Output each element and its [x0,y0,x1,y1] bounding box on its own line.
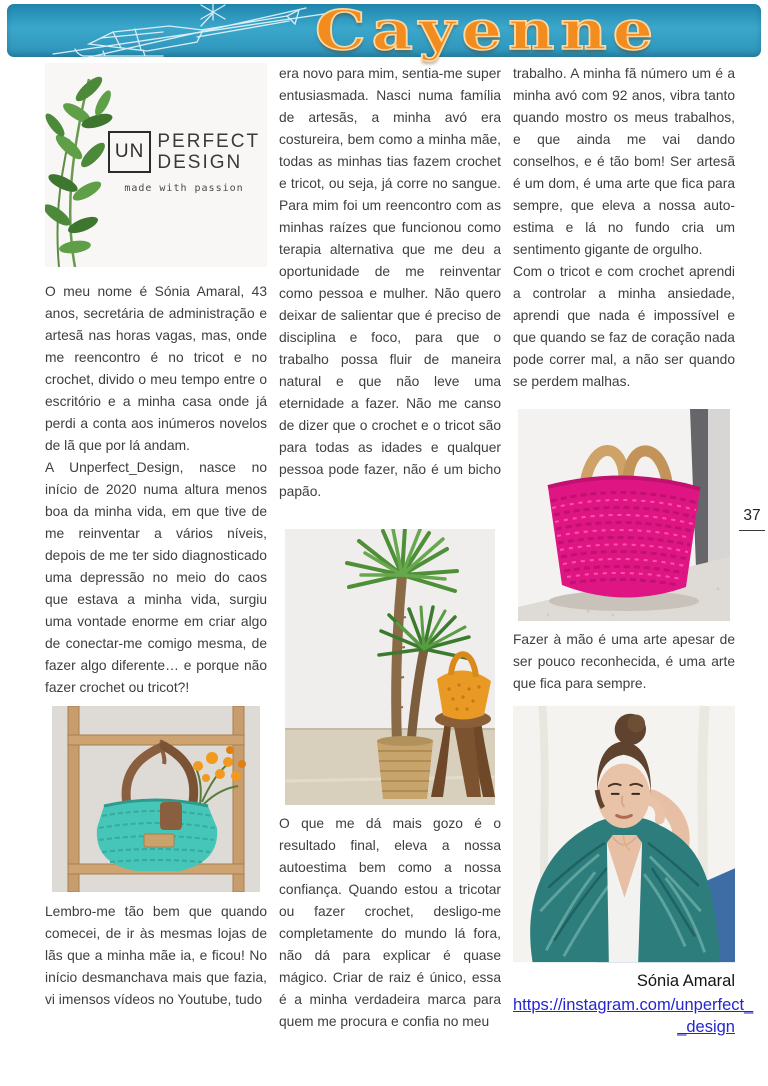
pink-bag-photo [513,409,735,621]
article-column-1 [45,63,267,1011]
paragraph-joy-result: O que me dá mais gozo é o resultado final, eleva a nossa autoestima bem como a nossa confiança. Quando estou a tricotar ou fazer crochet, desligo-me completamente do mundo lá fora, não dá para explicar é quase mágico. Criar de raiz é único, essa é a minha verdadeira marca para quem me procura e confia no meu [279,816,501,1029]
sonia-amaral-portrait-photo [513,703,735,965]
brand-logo-text [105,131,263,194]
paragraph-family-roots: era novo para mim, sentia-me super entusiasmada. Nasci numa família de artesãs, a minha avó era costureira, bem como a minha mãe, todas as minhas tias fazem crochet e tricot, ou seja, já corre no sangue. Para mim foi um reencontro com as minhas raízes que funcionou como terapia alternativa que me deu a oportunidade de me reinventar como pessoa e mulher. Não quero deixar de salientar que é preciso de disciplina e foco, para que o trabalho possa fluir de maneira natural e que não leve uma eternidade a fazer. Não me canso de dizer que o crochet e o tricot são para todas as idades e qualquer pessoa pode fazer, não é um bicho papão. [279,66,501,499]
instagram-link-line1[interactable]: https://instagram.com/unperfect_ [513,996,754,1014]
paragraph-handmade-art: Fazer à mão é uma arte apesar de ser pouco reconhecida, é uma arte que fica para sempre. [513,632,735,691]
plant-and-orange-bag-photo [279,529,501,805]
teal-bag-photo [45,706,267,892]
page-number: 37 [734,507,768,525]
instagram-link-line2[interactable]: _design [677,1018,735,1036]
magazine-title: Cayenne [314,0,660,62]
logo-tagline: made with passion [124,183,244,194]
article-column-2 [279,63,501,1033]
paragraph-grandmother-fan: trabalho. A minha fã número um é a minha avó com 92 anos, vibra tanto quando mostro os meus trabalhos, e que ainda me vai dando conselhos, e é tão bom! Ser artesã é um dom, é uma arte que fica para sempre, que eleva a nossa auto-estima e lá no fundo cria um sentimento gigante de orgulho. [513,66,735,257]
logo-word-perfect: PERFECT [157,131,261,152]
instagram-link[interactable] [513,994,754,1038]
logo-un-box: UN [108,131,151,173]
paragraph-anxiety: Com o tricot e com crochet aprendi a controlar a minha ansiedade, aprendi que nada é impossível e que quando se faz de coração nada pode correr mal, a não ser quando se perdem malhas. [513,264,735,389]
paragraph-intro: O meu nome é Sónia Amaral, 43 anos, secretária de administração e artesã nas horas vagas, mas, onde me reencontro é no tricot e no crochet, divido o meu tempo entre o escritório e a minha casa onde já perdi a conta aos inúmeros novelos de lã que por lá andam. [45,284,267,453]
paragraph-brand-origin: A Unperfect_Design, nasce no início de 2020 numa altura menos boa da minha vida, em que tive de me reinventar a vários níveis, depois de me ter sido diagnosticado uma depressão no meio do caos que estava a minha vida, surgiu uma vontade enorme em criar algo de conectar-me comigo mesma, de fazer algo diferente… e porque não fazer crochet ou tricot?! [45,460,267,695]
paragraph-beginnings: Lembro-me tão bem que quando comecei, de ir às mesmas lojas de lãs que a minha mãe ia, e ficou! No início desmanchava mais que fazia, vi imensos vídeos no Youtube, tudo [45,904,267,1007]
author-name: Sónia Amaral [636,972,735,990]
magazine-banner [7,0,761,62]
brand-logo-photo [45,63,267,267]
logo-word-design: DESIGN [157,152,243,173]
